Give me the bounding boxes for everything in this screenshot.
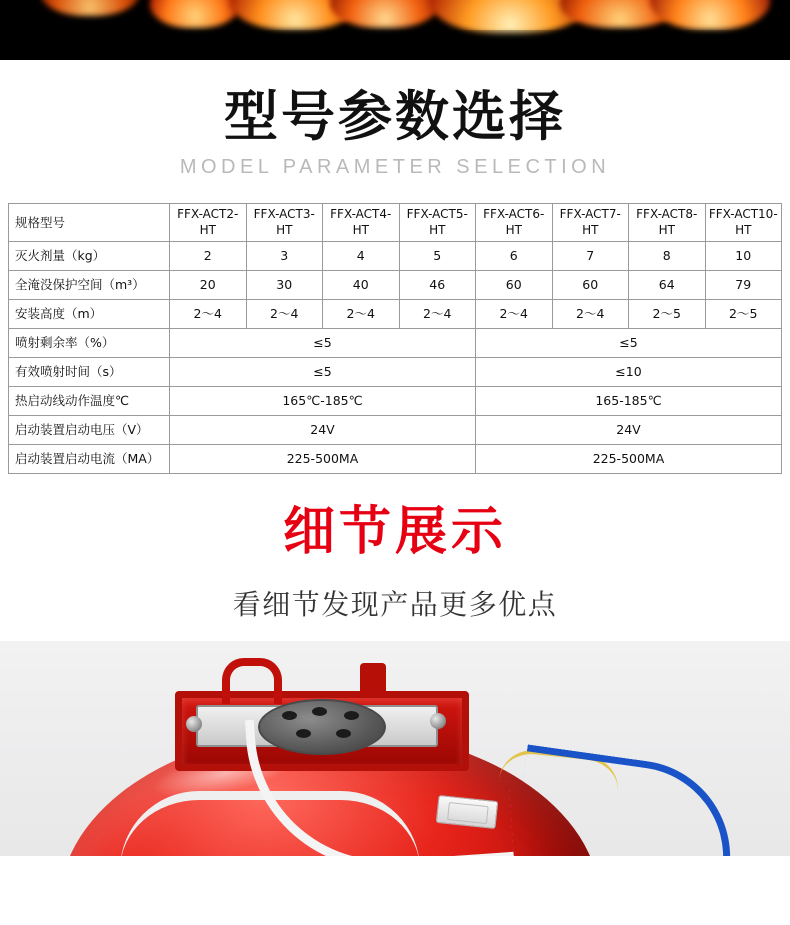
table-cell: 20 (170, 271, 247, 300)
table-row (9, 300, 782, 329)
table-cell: 7 (552, 242, 629, 271)
table-cell: 4 (323, 242, 400, 271)
table-cell: FFX-ACT5-HT (399, 204, 476, 242)
table-cell: 225-500MA (476, 445, 782, 474)
table-cell: 225-500MA (170, 445, 476, 474)
table-cell: 79 (705, 271, 782, 300)
table-row (9, 242, 782, 271)
page-title-block (0, 60, 790, 179)
table-cell: ≤10 (476, 358, 782, 387)
table-cell: 2～4 (552, 300, 629, 329)
table-cell: FFX-ACT2-HT (170, 204, 247, 242)
table-cell: 60 (476, 271, 553, 300)
row-header: 规格型号 (9, 204, 170, 242)
table-cell: 165-185℃ (476, 387, 782, 416)
fire-banner (0, 0, 790, 60)
table-cell: 10 (705, 242, 782, 271)
flame-decoration (40, 0, 140, 16)
row-header: 全淹没保护空间（m³） (9, 271, 170, 300)
table-cell: 46 (399, 271, 476, 300)
table-cell: FFX-ACT8-HT (629, 204, 706, 242)
detail-title: 细节展示 (282, 502, 507, 563)
table-cell: 165℃-185℃ (170, 387, 476, 416)
banner-gradient (0, 30, 790, 60)
spec-table (8, 203, 782, 474)
table-cell: 8 (629, 242, 706, 271)
table-row (9, 387, 782, 416)
blue-wire (514, 745, 742, 857)
table-cell: 2 (170, 242, 247, 271)
row-header: 热启动线动作温度℃ (9, 387, 170, 416)
page-title: 型号参数选择 (224, 85, 566, 148)
row-header: 启动装置启动电压（V） (9, 416, 170, 445)
detail-heading-block (0, 504, 790, 623)
table-row (9, 204, 782, 242)
table-cell: 2～5 (629, 300, 706, 329)
table-cell: FFX-ACT4-HT (323, 204, 400, 242)
table-row (9, 329, 782, 358)
row-header: 喷射剩余率（%） (9, 329, 170, 358)
table-row (9, 416, 782, 445)
table-cell: FFX-ACT10-HT (705, 204, 782, 242)
table-cell: 2～4 (170, 300, 247, 329)
lifting-handle (222, 658, 282, 704)
detail-subtitle: 看细节发现产品更多优点 (232, 588, 558, 622)
table-cell: 2～5 (705, 300, 782, 329)
table-cell: FFX-ACT3-HT (246, 204, 323, 242)
table-cell: 64 (629, 271, 706, 300)
page-subtitle-en: MODEL PARAMETER SELECTION (179, 156, 611, 179)
table-cell: ≤5 (476, 329, 782, 358)
row-header: 启动装置启动电流（MA） (9, 445, 170, 474)
table-cell: FFX-ACT7-HT (552, 204, 629, 242)
flame-decoration (330, 0, 440, 28)
table-cell: 40 (323, 271, 400, 300)
product-photo (0, 641, 790, 856)
flame-decoration (650, 0, 770, 30)
bracket-tab (360, 663, 386, 695)
table-cell: 5 (399, 242, 476, 271)
table-cell: 24V (170, 416, 476, 445)
table-cell: 2～4 (399, 300, 476, 329)
table-cell: 6 (476, 242, 553, 271)
table-cell: 24V (476, 416, 782, 445)
table-cell: ≤5 (170, 358, 476, 387)
spec-table-wrap (8, 203, 782, 474)
row-header: 灭火剂量（kg） (9, 242, 170, 271)
row-header: 安装高度（m） (9, 300, 170, 329)
table-row (9, 271, 782, 300)
table-cell: 3 (246, 242, 323, 271)
table-cell: FFX-ACT6-HT (476, 204, 553, 242)
table-cell: ≤5 (170, 329, 476, 358)
row-header: 有效喷射时间（s） (9, 358, 170, 387)
flame-decoration (150, 0, 240, 28)
table-row (9, 445, 782, 474)
table-cell: 2～4 (246, 300, 323, 329)
table-cell: 30 (246, 271, 323, 300)
table-cell: 60 (552, 271, 629, 300)
table-row (9, 358, 782, 387)
table-cell: 2～4 (476, 300, 553, 329)
table-cell: 2～4 (323, 300, 400, 329)
